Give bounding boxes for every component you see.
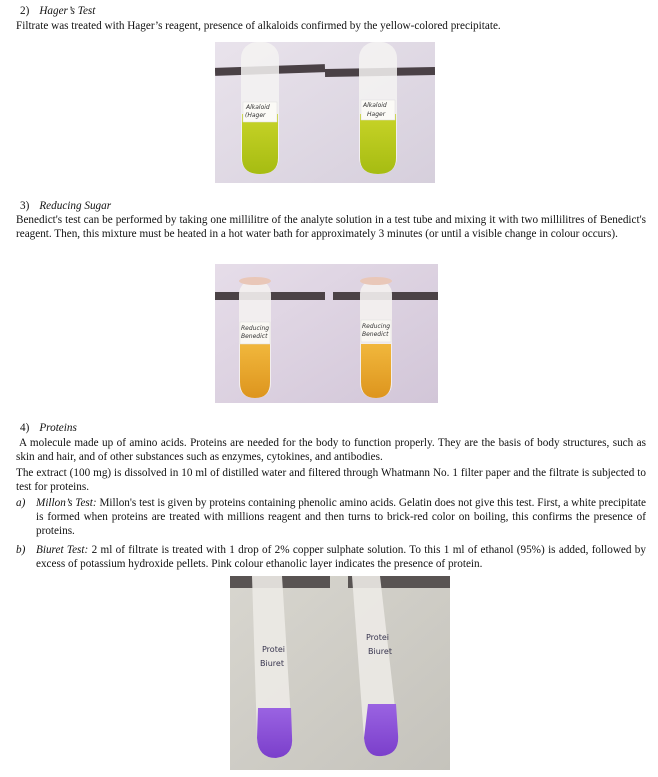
section-title: Reducing Sugar [39,200,112,212]
proteins-intro: A molecule made up of amino acids. Proteins are needed for the body to function properly. They are the basis of body structures, such as skin and hair, and of other substances such as enzymes, cytokines, and antibodies. [16,437,646,463]
tube-label: Biuret [260,659,284,668]
millon-test-item [16,496,646,538]
reducing-heading [20,199,111,213]
biuret-test-item [16,543,646,571]
proteins-heading [20,421,77,435]
tube-label: Alkaloid [246,104,270,111]
section-title: Hager’s Test [39,5,96,17]
tube-label: Reducing [241,325,270,332]
benedict-test-photo [215,264,438,403]
hager-text: Filtrate was treated with Hager’s reagent, presence of alkaloids confirmed by the yellow-colored precipitate. [16,20,501,32]
millon-test-description: Millon's test is given by proteins containing phenolic amino acids. Gelatin does not give this test. First, a white precipitate is formed when proteins are treated with millions reagent and then turns to brick-red color on boiling, this confirms the presence of proteins. [36,497,646,537]
millon-test-text [36,496,646,538]
biuret-test-title: Biuret Test: [36,544,89,556]
tube-label: Biuret [368,647,392,656]
tube-label: Protei [366,633,389,642]
hager-test-photo [215,42,435,183]
list-label: a) [16,497,26,509]
tube-label: Benedict [362,331,389,338]
tube-label: Hager [367,111,386,118]
tube-label: (Hager [245,112,266,119]
biuret-test-photo [230,576,450,770]
section-title: Proteins [39,422,77,434]
biuret-test-text [36,543,646,571]
section-number: 4) [20,422,30,434]
section-number: 3) [20,200,30,212]
tube-label: Alkaloid [363,102,387,109]
reducing-text: Benedict's test can be performed by taking one millilitre of the analyte solution in a test tube and mixing it with two millilitres of Benedict's reagent. Then, this mixture must be heated in a hot water bath for approximately 3 minutes (or until a visible change in colour occurs). [16,214,646,240]
section-number: 2) [20,5,30,17]
millon-test-title: Millon’s Test: [36,497,97,509]
tube-label: Reducing [362,323,391,330]
proteins-extract: The extract (100 mg) is dissolved in 10 ml of distilled water and filtered through Whatmann No. 1 filter paper and the filtrate is subjected to test for proteins. [16,467,646,493]
hager-heading [20,4,95,18]
biuret-test-description: 2 ml of filtrate is treated with 1 drop of 2% copper sulphate solution. To this 1 ml of ethanol (95%) is added, followed by excess of potassium hydroxide pellets. Pink colour ethanolic layer indicates the presence of protein. [36,544,646,570]
tube-label: Benedict [241,333,268,340]
tube-label: Protei [262,645,285,654]
list-label: b) [16,544,26,556]
